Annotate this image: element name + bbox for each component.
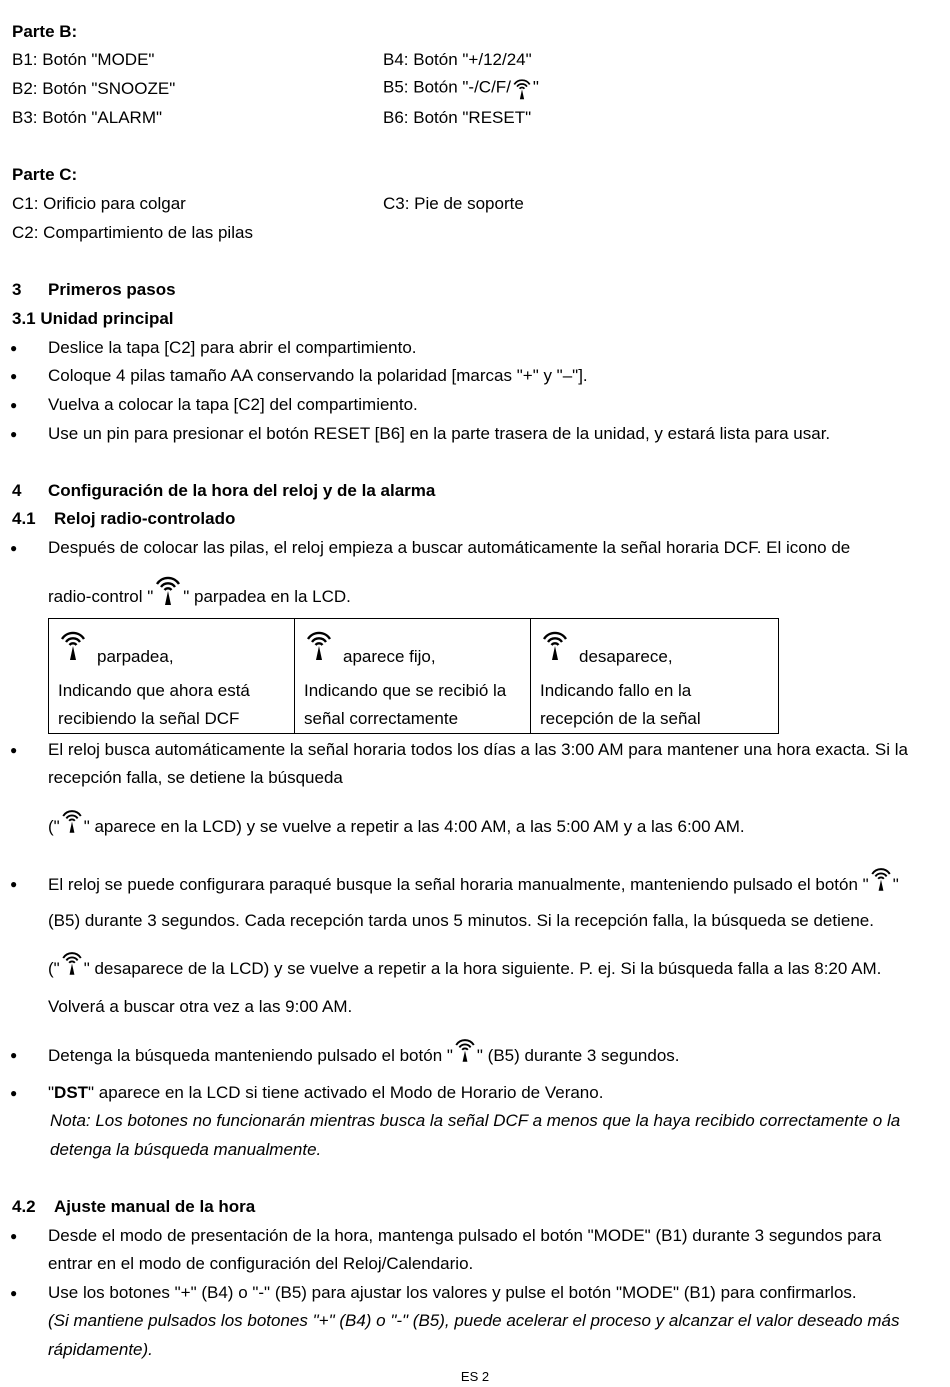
text-span: El reloj se puede configurara paraqué busque la señal horaria manualmente, manteniendo pulsado el botón " bbox=[48, 875, 869, 894]
paragraph-line bbox=[48, 806, 745, 844]
dst-label: DST bbox=[54, 1083, 89, 1102]
status-desc: recepción de la señal bbox=[540, 709, 701, 728]
status-desc: Indicando que ahora está bbox=[58, 681, 250, 700]
radio-signal-icon bbox=[60, 806, 84, 834]
radio-signal-icon bbox=[511, 76, 533, 100]
text-span: " (B5) durante 3 segundos. bbox=[476, 1046, 680, 1065]
radio-signal-icon bbox=[60, 948, 84, 976]
b5-label bbox=[383, 76, 539, 100]
section-3-title: Primeros pasos bbox=[48, 280, 176, 299]
note-line: rápidamente). bbox=[48, 1340, 153, 1359]
note-line: Nota: Los botones no funcionarán mientras busca la señal DCF a menos que la haya recibido correctamente o la bbox=[50, 1111, 901, 1130]
bullet: ● bbox=[10, 1229, 18, 1243]
list-item: Deslice la tapa [C2] para abrir el compartimiento. bbox=[48, 338, 417, 357]
b6-label: B6: Botón "RESET" bbox=[383, 108, 532, 127]
paragraph-line: recepción falla, se detiene la búsqueda bbox=[48, 768, 343, 787]
list-item: Vuelva a colocar la tapa [C2] del compartimiento. bbox=[48, 395, 418, 414]
b2-label: B2: Botón "SNOOZE" bbox=[12, 79, 176, 98]
section-3-1-title: 3.1 Unidad principal bbox=[12, 309, 174, 328]
section-4-2-number: 4.2 bbox=[12, 1197, 36, 1216]
paragraph-line: Volverá a buscar otra vez a las 9:00 AM. bbox=[48, 997, 353, 1016]
bullet: ● bbox=[10, 427, 18, 441]
status-text: aparece fijo, bbox=[343, 647, 436, 666]
b4-label: B4: Botón "+/12/24" bbox=[383, 50, 532, 69]
text-span: radio-control " bbox=[48, 587, 154, 606]
paragraph-line: entrar en el modo de configuración del Reloj/Calendario. bbox=[48, 1254, 474, 1273]
bullet: ● bbox=[10, 369, 18, 383]
text-span: Detenga la búsqueda manteniendo pulsado el botón " bbox=[48, 1046, 453, 1065]
status-desc: Indicando fallo en la bbox=[540, 681, 692, 700]
section-4-1-title: Reloj radio-controlado bbox=[54, 509, 236, 528]
text-span: (" bbox=[48, 959, 60, 978]
section-4-2-title: Ajuste manual de la hora bbox=[54, 1197, 256, 1216]
b5-label-text: B5: Botón "-/C/F/ bbox=[383, 77, 511, 97]
c2-label: C2: Compartimiento de las pilas bbox=[12, 223, 253, 242]
b1-label: B1: Botón "MODE" bbox=[12, 50, 155, 69]
bullet: ● bbox=[10, 1048, 18, 1062]
paragraph-line bbox=[48, 948, 881, 986]
text-span: " desaparece de la LCD) y se vuelve a repetir a la hora siguiente. P. ej. Si la búsqueda falla a las 8:20 AM. bbox=[83, 959, 882, 978]
paragraph-line: Use los botones "+" (B4) o "-" (B5) para ajustar los valores y pulse el botón "MODE" (B1) para confirmarlos. bbox=[48, 1283, 857, 1302]
radio-signal-icon bbox=[153, 572, 183, 606]
status-desc: recibiendo la señal DCF bbox=[58, 709, 240, 728]
status-table bbox=[48, 618, 779, 734]
list-item: Use un pin para presionar el botón RESET [B6] en la parte trasera de la unidad, y estará lista para usar. bbox=[48, 424, 831, 443]
bullet: ● bbox=[10, 1286, 18, 1300]
text-span: " parpadea en la LCD. bbox=[183, 587, 351, 606]
c1-label: C1: Orificio para colgar bbox=[12, 194, 186, 213]
radio-signal-icon bbox=[453, 1035, 477, 1063]
paragraph-line: Después de colocar las pilas, el reloj empieza a buscar automáticamente la señal horaria DCF. El icono de bbox=[48, 538, 851, 557]
paragraph-line: El reloj busca automáticamente la señal horaria todos los días a las 3:00 AM para mantener una hora exacta. Si la bbox=[48, 740, 908, 759]
paragraph-line bbox=[48, 572, 351, 615]
radio-signal-icon bbox=[540, 627, 570, 661]
section-3-number: 3 bbox=[12, 280, 22, 299]
bullet: ● bbox=[10, 1086, 18, 1100]
b5-label-quote: " bbox=[532, 77, 539, 97]
note-line: detenga la búsqueda manualmente. bbox=[50, 1140, 322, 1159]
status-text: desaparece, bbox=[579, 647, 673, 666]
text-span: " aparece en la LCD si tiene activado el Modo de Horario de Verano. bbox=[88, 1083, 604, 1102]
radio-signal-icon bbox=[304, 627, 334, 661]
b3-label: B3: Botón "ALARM" bbox=[12, 108, 163, 127]
section-4-title: Configuración de la hora del reloj y de la alarma bbox=[48, 481, 436, 500]
paragraph-line: (B5) durante 3 segundos. Cada recepción tarda unos 5 minutos. Si la recepción falla, la búsqueda se detiene. bbox=[48, 911, 874, 930]
text-span: " aparece en la LCD) y se vuelve a repetir a las 4:00 AM, a las 5:00 AM y a las 6:00 AM. bbox=[83, 817, 745, 836]
bullet: ● bbox=[10, 877, 18, 891]
page-number: ES 2 bbox=[460, 1369, 490, 1384]
text-span: " bbox=[48, 1083, 55, 1102]
table-cell bbox=[295, 619, 531, 733]
parte-c-heading: Parte C: bbox=[12, 165, 78, 184]
table-cell bbox=[531, 619, 778, 733]
list-item: Coloque 4 pilas tamaño AA conservando la polaridad [marcas "+" y "–"]. bbox=[48, 366, 588, 385]
parte-b-heading: Parte B: bbox=[12, 22, 78, 41]
text-span: " bbox=[892, 875, 899, 894]
paragraph-line bbox=[48, 1083, 603, 1103]
section-4-1-number: 4.1 bbox=[12, 509, 36, 528]
section-4-number: 4 bbox=[12, 481, 22, 500]
c3-label: C3: Pie de soporte bbox=[383, 194, 524, 213]
note-line: (Si mantiene pulsados los botones "+" (B4) o "-" (B5), puede acelerar el proceso y alcanzar el valor deseado más bbox=[48, 1311, 900, 1330]
text-span: (" bbox=[48, 817, 60, 836]
status-desc: Indicando que se recibió la bbox=[304, 681, 507, 700]
radio-signal-icon bbox=[869, 864, 893, 892]
bullet: ● bbox=[10, 743, 18, 757]
paragraph-line bbox=[48, 864, 899, 903]
bullet: ● bbox=[10, 341, 18, 355]
radio-signal-icon bbox=[58, 627, 88, 661]
status-text: parpadea, bbox=[97, 647, 174, 666]
paragraph-line: Desde el modo de presentación de la hora, mantenga pulsado el botón "MODE" (B1) durante 3 segundos para bbox=[48, 1226, 882, 1245]
bullet: ● bbox=[10, 541, 18, 555]
status-desc: señal correctamente bbox=[304, 709, 459, 728]
paragraph-line bbox=[48, 1035, 680, 1074]
bullet: ● bbox=[10, 398, 18, 412]
table-cell bbox=[49, 619, 295, 733]
